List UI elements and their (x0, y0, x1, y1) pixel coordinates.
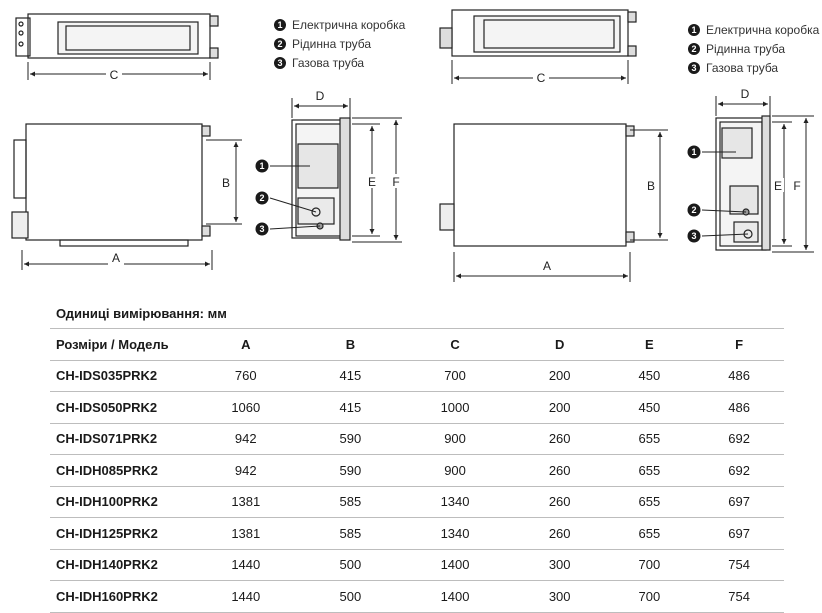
legend-label: Електрична коробка (292, 17, 406, 32)
dim-label-d: D (315, 89, 325, 103)
value-cell: 200 (515, 360, 605, 392)
dim-label-d-right: D (740, 87, 750, 101)
number-1-icon: 1 (688, 24, 700, 36)
model-cell: CH-IDS035PRK2 (50, 360, 186, 392)
number-2-icon: 2 (274, 38, 286, 50)
legend-item (688, 39, 819, 58)
value-cell: 260 (515, 423, 605, 455)
legend-left (274, 15, 405, 72)
dim-label-b-right: B (646, 179, 656, 193)
value-cell: 1000 (395, 392, 515, 424)
number-3-icon: 3 (274, 57, 286, 69)
dim-label-e: E (367, 175, 377, 189)
model-cell: CH-IDS050PRK2 (50, 392, 186, 424)
left-unit-top-view (16, 14, 218, 58)
table-row (50, 581, 784, 613)
callout-3: 3 (259, 224, 265, 234)
model-cell: CH-IDH100PRK2 (50, 486, 186, 518)
dim-a-b-right (454, 130, 668, 282)
header-cell: B (306, 329, 396, 361)
table-row (50, 518, 784, 550)
value-cell: 450 (605, 392, 695, 424)
header-cell: F (694, 329, 784, 361)
model-cell: CH-IDH140PRK2 (50, 549, 186, 581)
value-cell: 486 (694, 392, 784, 424)
dimensions-table (50, 328, 784, 613)
legend-label: Газова труба (292, 55, 365, 70)
legend-right (688, 20, 819, 77)
header-cell: E (605, 329, 695, 361)
value-cell: 1060 (186, 392, 306, 424)
number-3-icon: 3 (688, 62, 700, 74)
right-unit-side-view (716, 116, 770, 250)
right-unit-top-view (440, 10, 636, 56)
value-cell: 590 (306, 423, 396, 455)
legend-label: Газова труба (706, 60, 779, 75)
value-cell: 700 (605, 581, 695, 613)
dim-label-a-right: A (542, 259, 552, 273)
number-2-icon: 2 (688, 43, 700, 55)
header-cell: C (395, 329, 515, 361)
dim-a-b-left (22, 140, 242, 270)
value-cell: 300 (515, 549, 605, 581)
value-cell: 1381 (186, 518, 306, 550)
value-cell: 760 (186, 360, 306, 392)
dim-label-b: B (221, 176, 231, 190)
table-row (50, 455, 784, 487)
value-cell: 260 (515, 518, 605, 550)
value-cell: 590 (306, 455, 396, 487)
value-cell: 500 (306, 549, 396, 581)
dim-label-c: C (109, 68, 119, 82)
number-1-icon: 1 (274, 19, 286, 31)
value-cell: 900 (395, 455, 515, 487)
model-cell: CH-IDH125PRK2 (50, 518, 186, 550)
value-cell: 200 (515, 392, 605, 424)
legend-label: Рідинна труба (706, 41, 786, 56)
table-row (50, 423, 784, 455)
header-cell: D (515, 329, 605, 361)
value-cell: 700 (605, 549, 695, 581)
table-row (50, 360, 784, 392)
value-cell: 692 (694, 455, 784, 487)
value-cell: 300 (515, 581, 605, 613)
value-cell: 1400 (395, 581, 515, 613)
legend-label: Рідинна труба (292, 36, 372, 51)
dim-label-a: A (111, 251, 121, 265)
value-cell: 585 (306, 486, 396, 518)
callout-1-right: 1 (691, 147, 697, 157)
value-cell: 655 (605, 518, 695, 550)
value-cell: 1340 (395, 518, 515, 550)
value-cell: 415 (306, 360, 396, 392)
header-cell: A (186, 329, 306, 361)
dim-c-left (28, 62, 210, 82)
callout-3-right: 3 (691, 231, 697, 241)
value-cell: 697 (694, 486, 784, 518)
value-cell: 692 (694, 423, 784, 455)
value-cell: 1400 (395, 549, 515, 581)
value-cell: 1440 (186, 581, 306, 613)
value-cell: 754 (694, 549, 784, 581)
table-header-row (50, 329, 784, 361)
dim-label-f: F (392, 175, 400, 189)
value-cell: 450 (605, 360, 695, 392)
dim-label-f-right: F (793, 179, 801, 193)
value-cell: 1440 (186, 549, 306, 581)
table-row (50, 392, 784, 424)
value-cell: 942 (186, 423, 306, 455)
value-cell: 655 (605, 423, 695, 455)
value-cell: 500 (306, 581, 396, 613)
model-cell: CH-IDS071PRK2 (50, 423, 186, 455)
value-cell: 260 (515, 455, 605, 487)
value-cell: 1381 (186, 486, 306, 518)
value-cell: 486 (694, 360, 784, 392)
value-cell: 700 (395, 360, 515, 392)
units-caption: Одиниці вимірювання: мм (56, 306, 227, 321)
dim-label-c-right: C (536, 71, 546, 85)
value-cell: 697 (694, 518, 784, 550)
value-cell: 1340 (395, 486, 515, 518)
table-row (50, 549, 784, 581)
left-unit-side-view (292, 118, 350, 240)
legend-item (274, 34, 405, 53)
value-cell: 260 (515, 486, 605, 518)
value-cell: 942 (186, 455, 306, 487)
callout-2-right: 2 (691, 205, 697, 215)
callout-1: 1 (259, 161, 265, 171)
model-cell: CH-IDH160PRK2 (50, 581, 186, 613)
value-cell: 754 (694, 581, 784, 613)
legend-item (688, 58, 819, 77)
value-cell: 415 (306, 392, 396, 424)
header-cell: Розміри / Модель (50, 329, 186, 361)
value-cell: 655 (605, 486, 695, 518)
legend-item (688, 20, 819, 39)
value-cell: 655 (605, 455, 695, 487)
legend-item (274, 15, 405, 34)
value-cell: 585 (306, 518, 396, 550)
right-unit-front-view (440, 124, 634, 246)
callout-2: 2 (259, 193, 265, 203)
left-unit-front-view (12, 124, 210, 246)
legend-label: Електрична коробка (706, 22, 820, 37)
dim-label-e-right: E (773, 179, 783, 193)
legend-item (274, 53, 405, 72)
value-cell: 900 (395, 423, 515, 455)
table-row (50, 486, 784, 518)
model-cell: CH-IDH085PRK2 (50, 455, 186, 487)
